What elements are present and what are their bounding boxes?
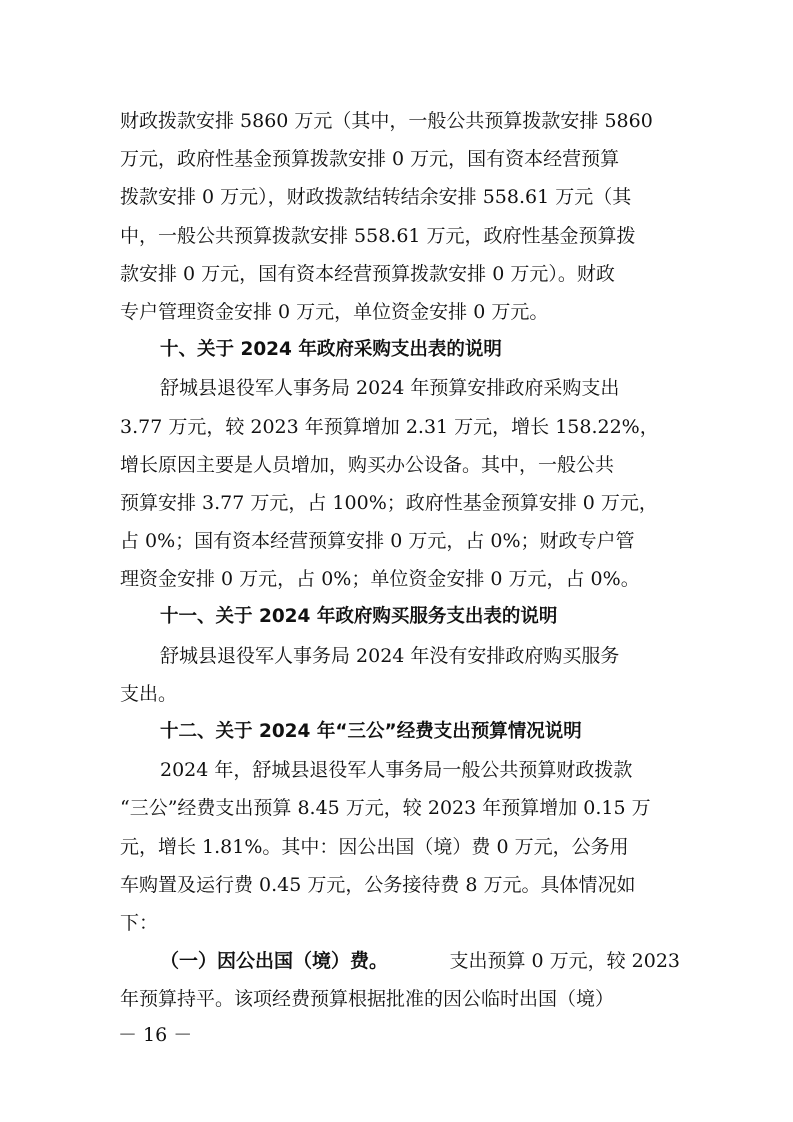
body-text (120, 102, 680, 1019)
text-line: 舒城县退役军人事务局 2024 年预算安排政府采购支出 (160, 377, 620, 400)
text-line: 3.77 万元，较 2023 年预算增加 2.31 万元，增长 158.22%， (120, 415, 659, 438)
subsection-text: 支出预算 0 万元，较 2023 (449, 950, 680, 973)
section-heading-11: 十一、关于 2024 年政府购买服务支出表的说明 (160, 606, 558, 628)
text-line: 下： (120, 911, 159, 934)
text-line: 预算安排 3.77 万元，占 100%；政府性基金预算安排 0 万元， (120, 491, 658, 514)
text-line: 中，一般公共预算拨款安排 558.61 万元，政府性基金预算拨 (120, 224, 636, 247)
text-line: 占 0%；国有资本经营预算安排 0 万元，占 0%；财政专户管 (120, 530, 635, 553)
text-line: 增长原因主要是人员增加，购买办公设备。其中，一般公共 (120, 453, 615, 476)
text-line: 2024 年，舒城县退役军人事务局一般公共预算财政拨款 (160, 759, 633, 782)
text-line: 财政拨款安排 5860 万元（其中，一般公共预算拨款安排 5860 (120, 110, 653, 132)
text-line: 支出。 (120, 682, 178, 705)
text-line: 舒城县退役军人事务局 2024 年没有安排政府购买服务 (160, 644, 620, 667)
page-number: － 16 － (118, 1024, 193, 1046)
text-line: 年预算持平。该项经费预算根据批准的因公临时出国（境） (120, 988, 615, 1011)
text-line: 拨款安排 0 万元），财政拨款结转结余安排 558.61 万元（其 (120, 186, 632, 209)
text-line: 车购置及运行费 0.45 万元，公务接待费 8 万元。具体情况如 (120, 873, 636, 896)
text-line: 元，增长 1.81%。其中：因公出国（境）费 0 万元，公务用 (120, 835, 629, 858)
section-heading-10: 十、关于 2024 年政府采购支出表的说明 (160, 339, 502, 361)
text-line: 理资金安排 0 万元，占 0%；单位资金安排 0 万元，占 0%。 (120, 568, 640, 591)
section-heading-12: 十二、关于 2024 年“三公”经费支出预算情况说明 (160, 721, 582, 742)
text-line: 款安排 0 万元，国有资本经营预算拨款安排 0 万元）。财政 (120, 262, 615, 285)
subsection-line (120, 942, 680, 980)
text-line: 专户管理资金安排 0 万元，单位资金安排 0 万元。 (120, 300, 549, 323)
text-line: 万元，政府性基金预算拨款安排 0 万元，国有资本经营预算 (120, 148, 620, 171)
text-line: “三公”经费支出预算 8.45 万元，较 2023 年预算增加 0.15 万 (120, 797, 651, 820)
subsection-title: （一）因公出国（境）费。 (160, 950, 389, 973)
